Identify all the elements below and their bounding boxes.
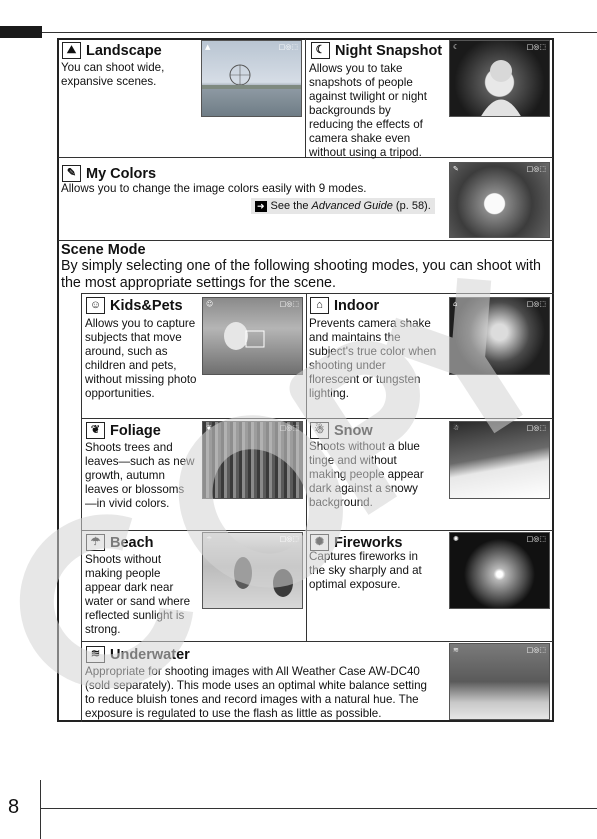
beach-photo: ☂ □◎⬚	[202, 532, 303, 609]
scene-mode-intro: By simply selecting one of the following shooting modes, you can shoot with the most appropriate settings for the scene.	[61, 258, 542, 291]
indoor-icon: ⌂	[310, 297, 329, 314]
arrow-right-icon: ➜	[257, 200, 265, 211]
underwater-title: ≋ Underwater	[86, 646, 190, 663]
night-snapshot-description: Allows you to take snapshots of people against twilight or night backgrounds by reducing the effects of camera shake even without using a tripod.	[309, 62, 427, 159]
indoor-description: Prevents camera shake and maintains the subject's true color when shooting under florescent or tungsten lighting.	[309, 317, 437, 400]
leaf-icon: ❦	[86, 422, 105, 439]
foliage-description: Shoots trees and leaves—such as new growth, autumn leaves or blossoms—in vivid colors.	[85, 441, 195, 510]
header-bar	[0, 26, 42, 38]
underwater-photo: ≋ □◎⬚	[449, 643, 550, 720]
fireworks-icon: ✺	[310, 534, 329, 551]
divider	[82, 641, 553, 642]
night-snapshot-photo: ☾ □◎⬚	[449, 40, 550, 117]
landscape-description: You can shoot wide, expansive scenes.	[61, 61, 165, 88]
palette-icon: ✎	[62, 165, 81, 182]
kids-pets-icon: ☺	[86, 297, 105, 314]
snow-title: ☃ Snow	[310, 422, 373, 439]
page-number: 8	[8, 796, 20, 818]
divider	[82, 530, 553, 531]
beach-description: Shoots without making people appear dark near water or sand where reflected sunlight is strong.	[85, 553, 191, 636]
night-snapshot-title: ☾ Night Snapshot	[311, 42, 442, 59]
scene-mode-heading: Scene Mode	[61, 242, 146, 258]
kids-pets-description: Allows you to capture subjects that move around, such as children and pets, without missing photo opportunities.	[85, 317, 197, 400]
my-colors-title: ✎ My Colors	[62, 165, 156, 182]
kids-pets-photo: ☺ □◎⬚	[202, 297, 303, 375]
fireworks-description: Captures fireworks in the sky sharply and at optimal exposure.	[309, 550, 422, 591]
beach-title: ☂ Beach	[86, 534, 154, 551]
divider	[306, 294, 307, 641]
cross-reference: ➜ See the Advanced Guide (p. 58).	[251, 198, 435, 214]
foliage-photo: ❦ □◎⬚	[202, 421, 303, 499]
footer-rule	[40, 808, 597, 809]
snowman-icon: ☃	[310, 422, 329, 439]
foliage-title: ❦ Foliage	[86, 422, 161, 439]
divider	[305, 39, 306, 157]
header-rule	[42, 32, 597, 33]
mountain-icon: ⛰	[62, 42, 81, 59]
fish-icon: ≋	[86, 646, 105, 663]
kids-pets-title: ☺ Kids&Pets	[86, 297, 183, 314]
my-colors-photo: ✎ □◎⬚	[449, 162, 550, 238]
footer-rule-vertical	[40, 780, 41, 839]
my-colors-description: Allows you to change the image colors easily with 9 modes.	[61, 182, 367, 195]
indoor-photo: ⌂ □◎⬚	[449, 297, 550, 375]
indoor-title: ⌂ Indoor	[310, 297, 379, 314]
landscape-title: ⛰ Landscape	[62, 42, 162, 59]
divider	[58, 157, 553, 158]
landscape-photo: ▲ □◎⬚	[201, 40, 302, 117]
snow-description: Shoots without a blue tinge and without making people appear dark against a snowy background.	[309, 440, 424, 509]
beach-icon: ☂	[86, 534, 105, 551]
night-portrait-icon: ☾	[311, 42, 330, 59]
divider	[58, 240, 553, 241]
fireworks-photo: ✺ □◎⬚	[449, 532, 550, 609]
snow-photo: ☃ □◎⬚	[449, 421, 550, 499]
underwater-description: Appropriate for shooting images with All Weather Case AW-DC40 (sold separately). This mode uses an optimal white balance setting to reduce bluish tones and record images with a natural hue. The exposure is regulated to use the flash as little as possible.	[85, 665, 427, 720]
fireworks-title: ✺ Fireworks	[310, 534, 403, 551]
divider	[82, 418, 553, 419]
